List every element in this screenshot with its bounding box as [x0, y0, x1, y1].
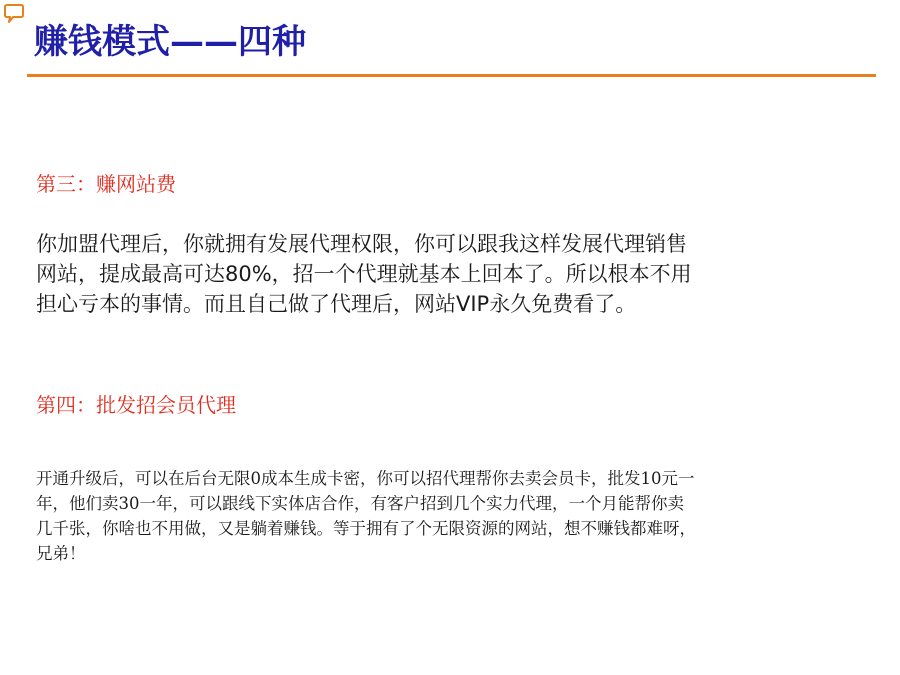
section-3-paragraph: [36, 229, 826, 319]
section-4-line: 几千张，你啥也不用做，又是躺着赚钱。等于拥有了个无限资源的网站，想不赚钱都难呀，: [36, 519, 696, 538]
section-3-line: 担心亏本的事情。而且自己做了代理后，网站VIP永久免费看了。: [36, 292, 637, 316]
section-4-line: 兄弟！: [36, 544, 86, 563]
section-3-heading: 第三：赚网站费: [36, 172, 176, 196]
speech-bubble-icon: [4, 3, 24, 25]
title-divider: [27, 74, 876, 77]
section-4-line: 开通升级后，可以在后台无限0成本生成卡密，你可以招代理帮你去卖会员卡，批发10元一: [36, 469, 695, 488]
section-4-line: 年，他们卖30一年，可以跟线下实体店合作，有客户招到几个实力代理，一个月能帮你卖: [36, 494, 684, 513]
section-4-heading: 第四：批发招会员代理: [36, 393, 236, 417]
section-3-line: 网站，提成最高可达80%，招一个代理就基本上回本了。所以根本不用: [36, 262, 692, 286]
slide-title: 赚钱模式——四种: [34, 22, 306, 62]
section-4-paragraph: [36, 466, 836, 566]
section-3-line: 你加盟代理后，你就拥有发展代理权限，你可以跟我这样发展代理销售: [36, 232, 687, 256]
